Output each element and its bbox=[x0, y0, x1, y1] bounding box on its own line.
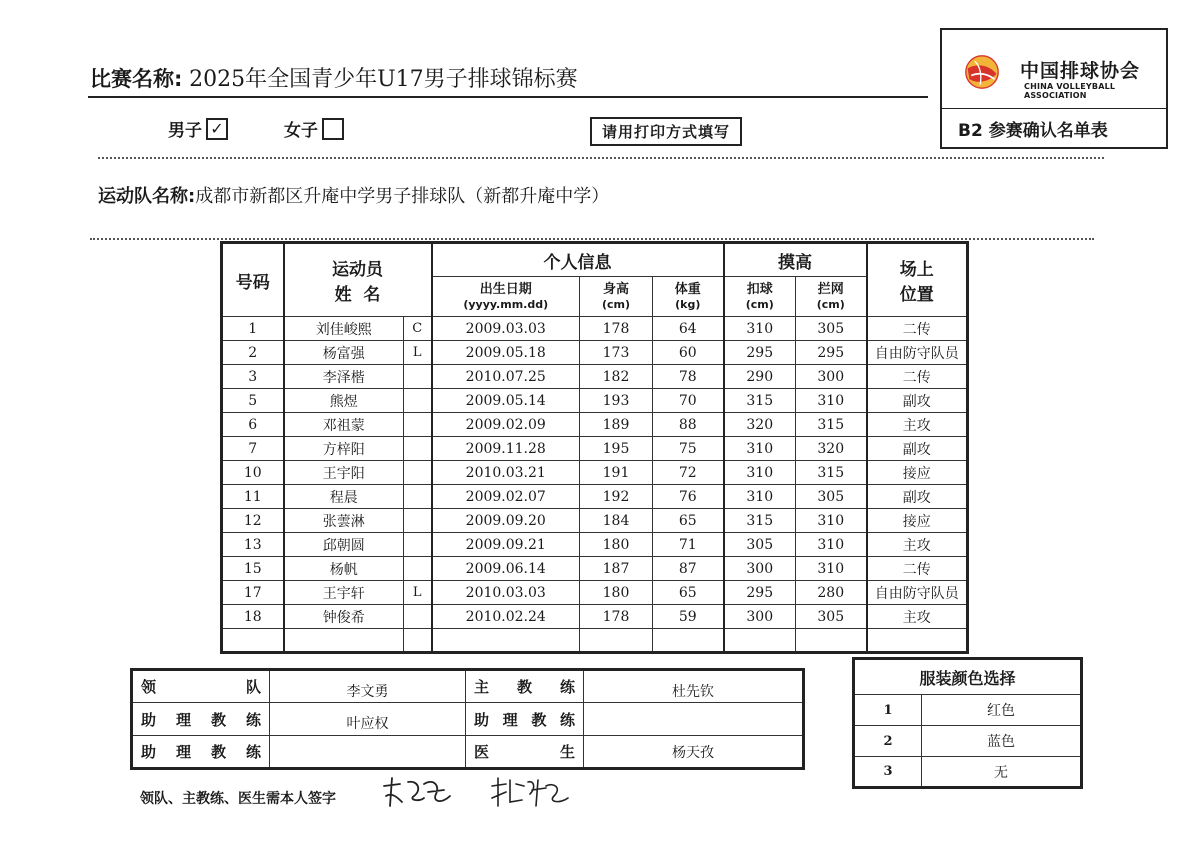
player-height bbox=[580, 629, 653, 653]
player-height: 178 bbox=[580, 317, 653, 341]
doctor-label bbox=[466, 736, 584, 769]
doctor-label-text bbox=[466, 741, 583, 762]
table-row bbox=[222, 605, 968, 629]
header-personal-info: 个人信息 bbox=[432, 243, 724, 277]
team-name: 成都市新都区升庵中学男子排球队（新都升庵中学） bbox=[195, 186, 610, 207]
uniform-option-3-color: 无 bbox=[922, 757, 1082, 788]
player-block-reach: 305 bbox=[796, 485, 867, 509]
player-height: 178 bbox=[580, 605, 653, 629]
header-number: 号码 bbox=[222, 243, 284, 317]
player-spike-reach: 310 bbox=[724, 485, 796, 509]
player-position: 主攻 bbox=[867, 413, 968, 437]
player-name: 张蕓淋 bbox=[284, 509, 404, 533]
player-number: 3 bbox=[222, 365, 284, 389]
player-role bbox=[404, 437, 432, 461]
player-weight: 76 bbox=[653, 485, 724, 509]
gender-male-checkbox[interactable]: ✓ bbox=[206, 118, 228, 140]
player-role bbox=[404, 557, 432, 581]
player-weight: 59 bbox=[653, 605, 724, 629]
player-block-reach: 320 bbox=[796, 437, 867, 461]
player-height: 189 bbox=[580, 413, 653, 437]
player-height: 180 bbox=[580, 581, 653, 605]
player-height: 184 bbox=[580, 509, 653, 533]
head-coach-label bbox=[466, 670, 584, 703]
player-spike-reach: 320 bbox=[724, 413, 796, 437]
player-position: 副攻 bbox=[867, 389, 968, 413]
table-row bbox=[222, 461, 968, 485]
player-spike-reach: 300 bbox=[724, 557, 796, 581]
competition-name: 2025年全国青少年U17男子排球锦标赛 bbox=[189, 67, 578, 92]
header-position-line1: 场上 bbox=[899, 260, 934, 280]
player-position: 二传 bbox=[867, 365, 968, 389]
gender-male-option[interactable] bbox=[168, 116, 228, 141]
roster-body bbox=[222, 317, 968, 653]
player-height: 187 bbox=[580, 557, 653, 581]
header-height bbox=[580, 277, 653, 317]
player-spike-reach: 315 bbox=[724, 389, 796, 413]
form-id: B2 参赛确认名单表 bbox=[958, 121, 1108, 141]
player-birth-date: 2010.07.25 bbox=[432, 365, 580, 389]
header-block-label: 拦网 bbox=[817, 281, 844, 297]
assistant-coach-2-label-char: 练 bbox=[559, 710, 575, 729]
player-number: 2 bbox=[222, 341, 284, 365]
uniform-option-1-color: 红色 bbox=[922, 695, 1082, 726]
player-weight: 64 bbox=[653, 317, 724, 341]
staff-table bbox=[130, 668, 805, 770]
player-number: 1 bbox=[222, 317, 284, 341]
player-birth-date: 2009.11.28 bbox=[432, 437, 580, 461]
assistant-coach-3-label-char: 练 bbox=[245, 743, 261, 761]
competition-label: 比赛名称: bbox=[90, 67, 183, 91]
header-spike-label: 扣球 bbox=[746, 281, 773, 297]
header-position bbox=[867, 243, 968, 317]
assistant-coach-1-label-char: 教 bbox=[210, 710, 226, 729]
player-spike-reach: 310 bbox=[724, 317, 796, 341]
logo-cn-name: 中国排球协会 bbox=[1020, 60, 1141, 82]
assistant-coach-1-name: 叶应权 bbox=[270, 703, 466, 736]
player-spike-reach: 300 bbox=[724, 605, 796, 629]
player-spike-reach: 310 bbox=[724, 437, 796, 461]
player-role: L bbox=[404, 581, 432, 605]
header-spike bbox=[724, 277, 796, 317]
player-role bbox=[404, 413, 432, 437]
leader-label bbox=[132, 670, 270, 703]
logo-divider bbox=[942, 108, 1166, 109]
player-birth-date: 2010.03.03 bbox=[432, 581, 580, 605]
player-block-reach bbox=[796, 629, 867, 653]
gender-female-checkbox[interactable] bbox=[322, 118, 344, 140]
player-spike-reach: 295 bbox=[724, 581, 796, 605]
header-weight-unit: (kg) bbox=[675, 297, 701, 311]
player-weight: 72 bbox=[653, 461, 724, 485]
player-weight bbox=[653, 629, 724, 653]
player-role bbox=[404, 485, 432, 509]
leader-name: 李文勇 bbox=[270, 670, 466, 703]
player-height: 182 bbox=[580, 365, 653, 389]
player-role bbox=[404, 461, 432, 485]
team-line bbox=[98, 182, 609, 208]
player-block-reach: 310 bbox=[796, 533, 867, 557]
uniform-option-2-color: 蓝色 bbox=[922, 726, 1082, 757]
player-height: 195 bbox=[580, 437, 653, 461]
player-block-reach: 310 bbox=[796, 509, 867, 533]
player-name: 邓祖蒙 bbox=[284, 413, 404, 437]
header-position-line2: 位置 bbox=[899, 285, 934, 305]
head-coach-signature-image bbox=[488, 772, 572, 812]
player-number: 6 bbox=[222, 413, 284, 437]
player-name: 邱朝圆 bbox=[284, 533, 404, 557]
header-athlete-line1: 运动员 bbox=[332, 260, 383, 280]
player-role bbox=[404, 533, 432, 557]
table-row bbox=[222, 389, 968, 413]
player-number: 10 bbox=[222, 461, 284, 485]
head-coach-label-char: 主 bbox=[474, 678, 490, 696]
leader-label-char: 领 bbox=[141, 678, 157, 696]
doctor-label-char: 生 bbox=[559, 743, 575, 761]
player-name bbox=[284, 629, 404, 653]
header-height-label: 身高 bbox=[602, 281, 629, 297]
player-weight: 71 bbox=[653, 533, 724, 557]
assistant-coach-1-label-char: 练 bbox=[245, 710, 261, 729]
player-name: 王宇阳 bbox=[284, 461, 404, 485]
player-block-reach: 315 bbox=[796, 413, 867, 437]
assistant-coach-2-name bbox=[584, 703, 804, 736]
gender-female-option[interactable] bbox=[284, 116, 344, 141]
player-role: C bbox=[404, 317, 432, 341]
assistant-coach-3-label-char: 助 bbox=[141, 743, 157, 761]
player-birth-date: 2010.02.24 bbox=[432, 605, 580, 629]
assistant-coach-2-label bbox=[466, 703, 584, 736]
player-block-reach: 305 bbox=[796, 317, 867, 341]
table-row bbox=[222, 365, 968, 389]
player-position: 二传 bbox=[867, 317, 968, 341]
print-note: 请用打印方式填写 bbox=[590, 117, 742, 146]
table-row bbox=[222, 485, 968, 509]
player-name: 杨富强 bbox=[284, 341, 404, 365]
player-position: 主攻 bbox=[867, 605, 968, 629]
uniform-option-3-number: 3 bbox=[854, 757, 922, 788]
player-spike-reach: 290 bbox=[724, 365, 796, 389]
player-number: 11 bbox=[222, 485, 284, 509]
gender-male-label: 男子 bbox=[168, 121, 202, 141]
uniform-title: 服装颜色选择 bbox=[854, 659, 1082, 695]
assistant-coach-3-name bbox=[270, 736, 466, 769]
player-position: 接应 bbox=[867, 461, 968, 485]
volleyball-logo-icon bbox=[964, 54, 1000, 90]
header-birth-label: 出生日期 bbox=[479, 281, 532, 297]
player-number: 18 bbox=[222, 605, 284, 629]
header-reach: 摸高 bbox=[724, 243, 867, 277]
table-row bbox=[222, 317, 968, 341]
header-birth bbox=[432, 277, 580, 317]
head-coach-label-char: 教 bbox=[516, 678, 532, 696]
player-weight: 60 bbox=[653, 341, 724, 365]
player-birth-date: 2009.06.14 bbox=[432, 557, 580, 581]
logo-box bbox=[940, 28, 1168, 149]
assistant-coach-3-label-char: 理 bbox=[175, 743, 191, 761]
header-weight-label: 体重 bbox=[674, 281, 701, 297]
header-block-unit: (cm) bbox=[816, 297, 845, 311]
player-birth-date: 2009.09.21 bbox=[432, 533, 580, 557]
header-birth-format: (yyyy.mm.dd) bbox=[463, 297, 549, 311]
player-weight: 65 bbox=[653, 509, 724, 533]
leader-signature-image bbox=[378, 772, 458, 812]
player-name: 程晨 bbox=[284, 485, 404, 509]
player-block-reach: 305 bbox=[796, 605, 867, 629]
table-row bbox=[222, 533, 968, 557]
player-height: 192 bbox=[580, 485, 653, 509]
gender-female-label: 女子 bbox=[284, 121, 318, 141]
header-spike-unit: (cm) bbox=[745, 297, 774, 311]
player-spike-reach bbox=[724, 629, 796, 653]
assistant-coach-2-label-char: 理 bbox=[502, 710, 518, 729]
dotted-divider bbox=[90, 238, 1094, 240]
player-birth-date: 2009.03.03 bbox=[432, 317, 580, 341]
player-number: 12 bbox=[222, 509, 284, 533]
player-position: 副攻 bbox=[867, 485, 968, 509]
player-role: L bbox=[404, 341, 432, 365]
player-height: 173 bbox=[580, 341, 653, 365]
player-number: 5 bbox=[222, 389, 284, 413]
table-row bbox=[222, 581, 968, 605]
assistant-coach-2-label-char: 助 bbox=[474, 710, 490, 729]
player-birth-date: 2009.02.07 bbox=[432, 485, 580, 509]
player-number bbox=[222, 629, 284, 653]
player-number: 13 bbox=[222, 533, 284, 557]
player-spike-reach: 295 bbox=[724, 341, 796, 365]
assistant-coach-1-label-text bbox=[133, 709, 269, 730]
player-spike-reach: 315 bbox=[724, 509, 796, 533]
player-name: 刘佳峻熙 bbox=[284, 317, 404, 341]
dotted-divider bbox=[98, 157, 1104, 159]
leader-label-text bbox=[133, 676, 269, 697]
player-block-reach: 310 bbox=[796, 557, 867, 581]
player-height: 180 bbox=[580, 533, 653, 557]
player-birth-date: 2009.05.14 bbox=[432, 389, 580, 413]
head-coach-label-char: 练 bbox=[559, 678, 575, 696]
player-role bbox=[404, 629, 432, 653]
player-weight: 87 bbox=[653, 557, 724, 581]
competition-underline bbox=[88, 96, 928, 98]
player-role bbox=[404, 389, 432, 413]
player-height: 193 bbox=[580, 389, 653, 413]
player-position: 副攻 bbox=[867, 437, 968, 461]
assistant-coach-3-label bbox=[132, 736, 270, 769]
player-position: 自由防守队员 bbox=[867, 581, 968, 605]
player-birth-date: 2010.03.21 bbox=[432, 461, 580, 485]
player-weight: 70 bbox=[653, 389, 724, 413]
table-row bbox=[222, 341, 968, 365]
player-birth-date: 2009.02.09 bbox=[432, 413, 580, 437]
player-role bbox=[404, 509, 432, 533]
player-weight: 78 bbox=[653, 365, 724, 389]
assistant-coach-3-label-text bbox=[133, 741, 269, 762]
player-height: 191 bbox=[580, 461, 653, 485]
player-number: 7 bbox=[222, 437, 284, 461]
table-row bbox=[222, 557, 968, 581]
assistant-coach-2-label-text bbox=[466, 709, 583, 730]
player-position: 主攻 bbox=[867, 533, 968, 557]
header-block bbox=[796, 277, 867, 317]
player-block-reach: 295 bbox=[796, 341, 867, 365]
player-weight: 88 bbox=[653, 413, 724, 437]
player-spike-reach: 310 bbox=[724, 461, 796, 485]
player-name: 方梓阳 bbox=[284, 437, 404, 461]
roster-table bbox=[220, 241, 969, 654]
player-position bbox=[867, 629, 968, 653]
team-label: 运动队名称: bbox=[98, 186, 196, 207]
player-weight: 75 bbox=[653, 437, 724, 461]
player-number: 17 bbox=[222, 581, 284, 605]
uniform-option-1-number: 1 bbox=[854, 695, 922, 726]
player-block-reach: 310 bbox=[796, 389, 867, 413]
doctor-label-char: 医 bbox=[474, 743, 490, 761]
player-name: 钟俊希 bbox=[284, 605, 404, 629]
assistant-coach-1-label-char: 助 bbox=[141, 710, 157, 729]
player-role bbox=[404, 605, 432, 629]
assistant-coach-1-label-char: 理 bbox=[175, 710, 191, 729]
header-height-unit: (cm) bbox=[601, 297, 631, 311]
player-name: 王宇轩 bbox=[284, 581, 404, 605]
signature-label: 领队、主教练、医生需本人签字 bbox=[140, 791, 336, 807]
player-weight: 65 bbox=[653, 581, 724, 605]
competition-line bbox=[90, 62, 578, 93]
player-name: 熊煜 bbox=[284, 389, 404, 413]
uniform-color-table bbox=[852, 657, 1083, 789]
player-birth-date bbox=[432, 629, 580, 653]
head-coach-label-text bbox=[466, 676, 583, 697]
player-birth-date: 2009.05.18 bbox=[432, 341, 580, 365]
assistant-coach-2-label-char: 教 bbox=[531, 710, 547, 729]
player-block-reach: 300 bbox=[796, 365, 867, 389]
player-block-reach: 315 bbox=[796, 461, 867, 485]
player-name: 杨帆 bbox=[284, 557, 404, 581]
player-position: 接应 bbox=[867, 509, 968, 533]
player-birth-date: 2009.09.20 bbox=[432, 509, 580, 533]
header-weight bbox=[653, 277, 724, 317]
uniform-option-2-number: 2 bbox=[854, 726, 922, 757]
player-role bbox=[404, 365, 432, 389]
player-name: 李泽楷 bbox=[284, 365, 404, 389]
header-athlete bbox=[284, 243, 432, 317]
player-number: 15 bbox=[222, 557, 284, 581]
assistant-coach-1-label bbox=[132, 703, 270, 736]
header-athlete-line2: 姓 名 bbox=[334, 285, 381, 305]
player-block-reach: 280 bbox=[796, 581, 867, 605]
head-coach-name: 杜先钦 bbox=[584, 670, 804, 703]
leader-label-char: 队 bbox=[245, 678, 261, 696]
table-row bbox=[222, 629, 968, 653]
player-position: 二传 bbox=[867, 557, 968, 581]
table-row bbox=[222, 509, 968, 533]
table-row bbox=[222, 413, 968, 437]
assistant-coach-3-label-char: 教 bbox=[210, 743, 226, 761]
player-position: 自由防守队员 bbox=[867, 341, 968, 365]
doctor-name: 杨天孜 bbox=[584, 736, 804, 769]
logo-en-name: CHINA VOLLEYBALL ASSOCIATION bbox=[1024, 82, 1116, 100]
player-spike-reach: 305 bbox=[724, 533, 796, 557]
table-row bbox=[222, 437, 968, 461]
